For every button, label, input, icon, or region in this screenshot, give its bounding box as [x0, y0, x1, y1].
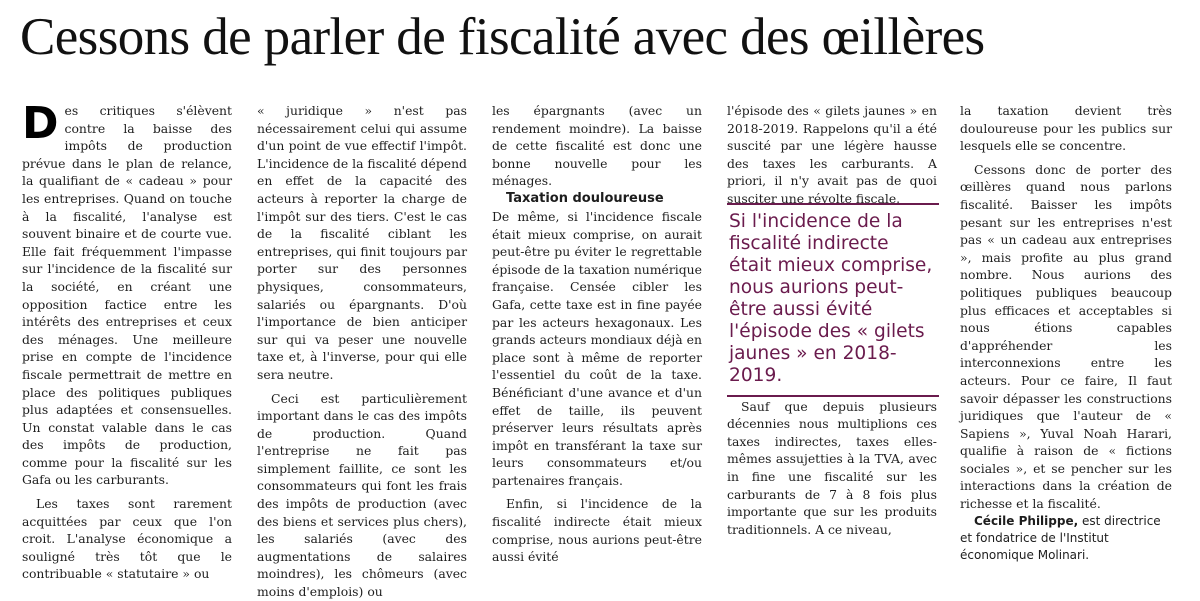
- article-column-5: [960, 102, 1172, 564]
- drop-cap: D: [22, 98, 59, 149]
- paragraph: De même, si l'incidence fiscale était mieux comprise, on aurait peut-être pu éviter le regrettable épisode de la taxation numérique française. Censée cibler les Gafa, cette taxe est in fine payée par les acteurs hexagonaux. Les grands acteurs mondiaux déjà en place sont à même de reporter l'essentiel du coût de la taxe. Bénéficiant d'une avance et d'un effet de taille, ils peuvent préserver leurs résultats après impôt en transférant la taxe sur leurs consommateurs et/ou partenaires français.: [492, 208, 702, 488]
- article-column-1: [22, 98, 232, 583]
- article-column-2: [257, 102, 467, 601]
- pull-quote: Si l'incidence de la fiscalité indirecte était mieux comprise, nous aurions peut-être aussi évité l'épisode des « gilets jaunes » en 2018-2019.: [727, 203, 939, 397]
- author-bio: est directrice et fondatrice de l'Institut économique Molinari.: [960, 513, 1161, 562]
- article-column-3: [492, 102, 702, 566]
- author-name: Cécile Philippe,: [974, 513, 1079, 528]
- author-signature: [960, 513, 1172, 564]
- paragraph: Enfin, si l'incidence de la fiscalité indirecte était mieux comprise, nous aurions peut-être aussi évité: [492, 496, 702, 565]
- paragraph: Les taxes sont rarement acquittées par ceux que l'on croit. L'analyse économique a souligné très tôt que le contribuable « statutaire » ou: [22, 496, 232, 582]
- paragraph: Ceci est particulièrement important dans le cas des impôts de production. Quand l'entreprise ne fait pas simplement faillite, ce sont les consommateurs qui font les frais des impôts de production (avec des biens et services plus chers), les salariés (avec des augmentations de salaires moindres), les chômeurs (avec moins d'emplois) ou: [257, 390, 467, 600]
- paragraph: les épargnants (avec un rendement moindre). La baisse de cette fiscalité est donc une bonne nouvelle pour les ménages.: [492, 103, 702, 189]
- paragraph: Sauf que depuis plusieurs décennies nous multiplions ces taxes indirectes, taxes elles-mêmes assujetties à la TVA, avec in fine une fiscalité sur les carburants de 7 à 8 fois plus importante que sur les produits traditionnels. A ce niveau,: [727, 398, 937, 537]
- paragraph: la taxation devient très douloureuse pour les publics sur lesquels elle se concentre.: [960, 103, 1172, 154]
- paragraph-text: es critiques s'élèvent contre la baisse des impôts de production prévue dans le plan de relance, la qualifiant de « cadeau » pour les entreprises. Quand on touche à la fiscalité, l'analyse est souvent binaire et de courte vue. Elle fait fréquemment l'impasse sur l'incidence de la fiscalité sur la société, en créant une opposition factice entre les intérêts des entreprises et ceux des ménages. Une meilleure prise en compte de l'incidence fiscale permettrait de mettre en place des politiques publiques plus adaptées et consensuelles. Un constat valable dans le cas des impôts de production, comme pour la fiscalité sur les Gafa ou les carburants.: [22, 103, 232, 488]
- paragraph: « juridique » n'est pas nécessairement celui qui assume d'un point de vue effectif l'impôt. L'incidence de la fiscalité dépend en effet de la capacité des acteurs à reporter la charge de l'impôt sur des tiers. C'est le cas de la fiscalité ciblant les entreprises, qui finit toujours par porter sur des personnes physiques, consommateurs, salariés ou épargnants. D'où l'importance de bien anticiper sur qui va peser une nouvelle taxe et, à l'inverse, pour qui elle sera neutre.: [257, 103, 467, 382]
- paragraph: Cessons donc de porter des œillères quand nous parlons fiscalité. Baisser les impôts pesant sur les entreprises n'est pas « un cadeau aux entreprises », mais profite au plus grand nombre. Nous aurions des politiques publiques beaucoup plus efficaces et acceptables si nous étions capables d'appréhender les interconnexions entre les acteurs. Pour ce faire, Il faut savoir dépasser les constructions juridiques que l'auteur de « Sapiens », Yuval Noah Harari, qualifie à raison de « fictions sociales », et se pencher sur les interactions dans la création de richesse et la fiscalité.: [960, 161, 1172, 512]
- paragraph: [22, 98, 232, 489]
- paragraph: l'épisode des « gilets jaunes » en 2018-2019. Rappelons qu'il a été suscité par une légère hausse des taxes les carburants. A priori, il n'y avait pas de quoi susciter une révolte fiscale.: [727, 103, 937, 206]
- section-subhead: Taxation douloureuse: [506, 190, 664, 206]
- headline: Cessons de parler de fiscalité avec des œillères: [20, 8, 985, 66]
